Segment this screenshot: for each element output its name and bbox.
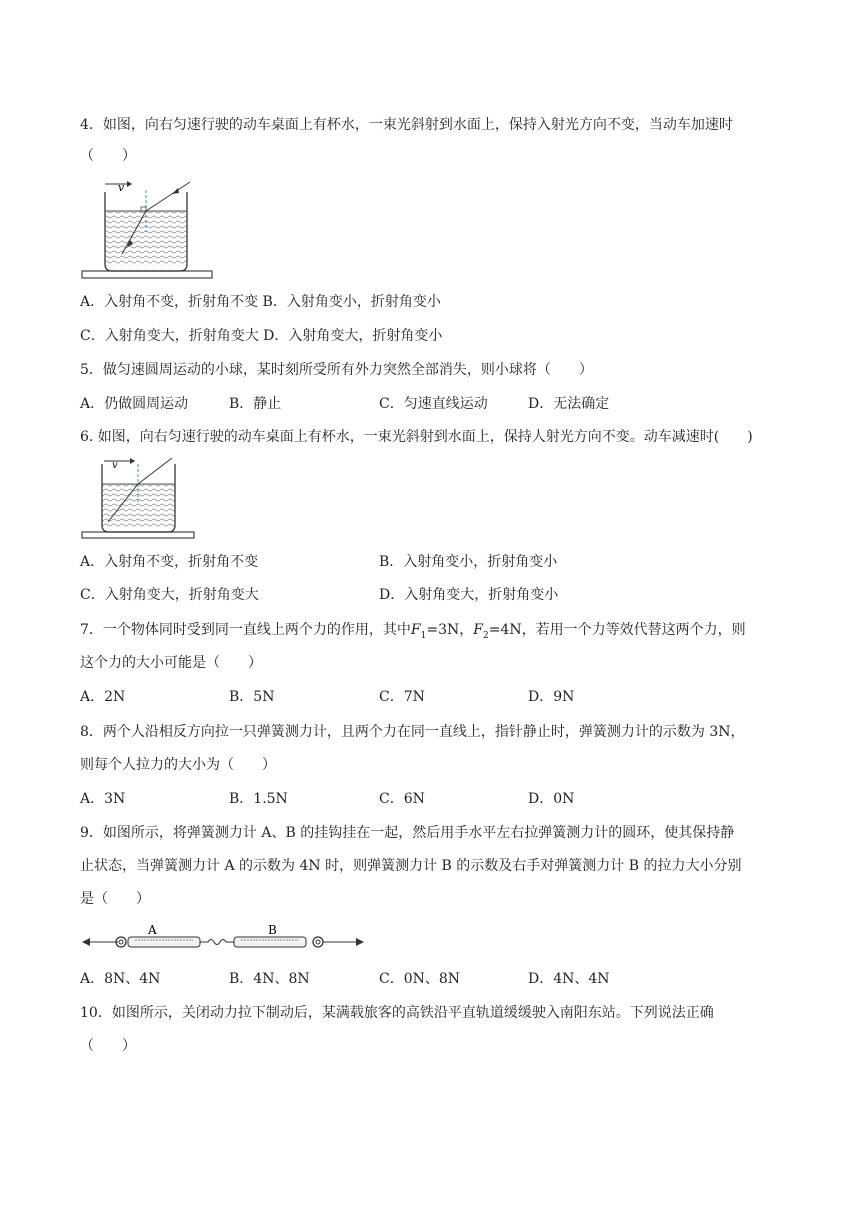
q4-table <box>82 271 212 278</box>
q8-option-b: B．1.5N <box>229 791 288 807</box>
q10-stem-line-2: （ ） <box>80 1038 136 1054</box>
q8-option-d: D．0N <box>528 791 575 807</box>
q5-option-a: A．仍做圆周运动 <box>80 396 189 412</box>
q8-option-a: A．3N <box>80 791 126 807</box>
q6-velocity-label: v <box>112 460 118 471</box>
q5-option-b: B．静止 <box>229 396 282 412</box>
q7-option-a: A．2N <box>80 689 126 705</box>
q5-stem: 5．做匀速圆周运动的小球，某时刻所受所有外力突然全部消失，则小球将（ ） <box>80 362 593 378</box>
q6-option-d: D．入射角变大，折射角变小 <box>379 587 559 603</box>
q5-option-d: D．无法确定 <box>528 396 610 412</box>
q9-scale-b-label: B <box>268 923 277 937</box>
q4-velocity-label: v <box>118 181 125 194</box>
q9-option-c: C．0N、8N <box>379 971 461 987</box>
q6-option-b: B．入射角变小，折射角变小 <box>379 554 558 570</box>
q4-options-line-1: A．入射角不变，折射角不变 B．入射角变小，折射角变小 <box>80 294 441 310</box>
q7-option-b: B．5N <box>229 689 275 705</box>
q8-stem-line-1: 8．两个人沿相反方向拉一只弹簧测力计，且两个力在同一直线上，指针静止时，弹簧测力计的示数为 3N， <box>80 724 745 740</box>
q9-stem-line-1: 9．如图所示，将弹簧测力计 A、B 的挂钩挂在一起，然后用手水平左右拉弹簧测力计的圆环，使其保持静 <box>80 825 735 841</box>
q7-option-d: D．9N <box>528 689 575 705</box>
q9-scale-a-label: A <box>148 923 157 937</box>
q4-figure-water-cup <box>80 174 215 282</box>
q10-stem-line-1: 10．如图所示，关闭动力拉下制动后，某满载旅客的高铁沿平直轨道缓缓驶入南阳东站。下列说法正确 <box>80 1005 714 1021</box>
q9-option-b: B．4N、8N <box>229 971 310 987</box>
q9-figure-spring-scales <box>80 920 370 956</box>
q6-stem: 6. 如图，向右匀速行驶的动车桌面上有杯水，一束光斜射到水面上，保持人射光方向不变。动车减速时( ) <box>80 429 753 445</box>
q5-option-c: C．匀速直线运动 <box>379 396 488 412</box>
q7-stem-line-1: 7．一个物体同时受到同一直线上两个力的作用，其中$F_1=3N$，$F_2=4N$，若用一个力等效代替这两个力，则 <box>80 622 746 641</box>
q4-stem-line-1: 4．如图，向右匀速行驶的动车桌面上有杯水，一束光斜射到水面上，保持入射光方向不变，当动车加速时 <box>80 117 733 133</box>
q8-stem-line-2: 则每个人拉力的大小为（ ） <box>80 757 276 773</box>
q7-stem-line-2: 这个力的大小可能是（ ） <box>80 655 262 671</box>
q9-stem-line-2: 止状态，当弹簧测力计 A 的示数为 4N 时，则弹簧测力计 B 的示数及右手对弹簧测力计 B 的拉力大小分别 <box>80 858 742 874</box>
q4-stem-line-2: （ ） <box>80 148 136 164</box>
q9-option-d: D．4N、4N <box>528 971 610 987</box>
q9-option-a: A．8N、4N <box>80 971 161 987</box>
q8-option-c: C．6N <box>379 791 425 807</box>
q6-figure-water-cup <box>80 452 198 542</box>
q4-options-line-2: C．入射角变大，折射角变大 D．入射角变大，折射角变小 <box>80 328 443 344</box>
q7-option-c: C．7N <box>379 689 425 705</box>
q9-stem-line-3: 是（ ） <box>80 891 150 907</box>
q6-option-c: C．入射角变大，折射角变大 <box>80 587 259 603</box>
q6-option-a: A．入射角不变，折射角不变 <box>80 554 259 570</box>
